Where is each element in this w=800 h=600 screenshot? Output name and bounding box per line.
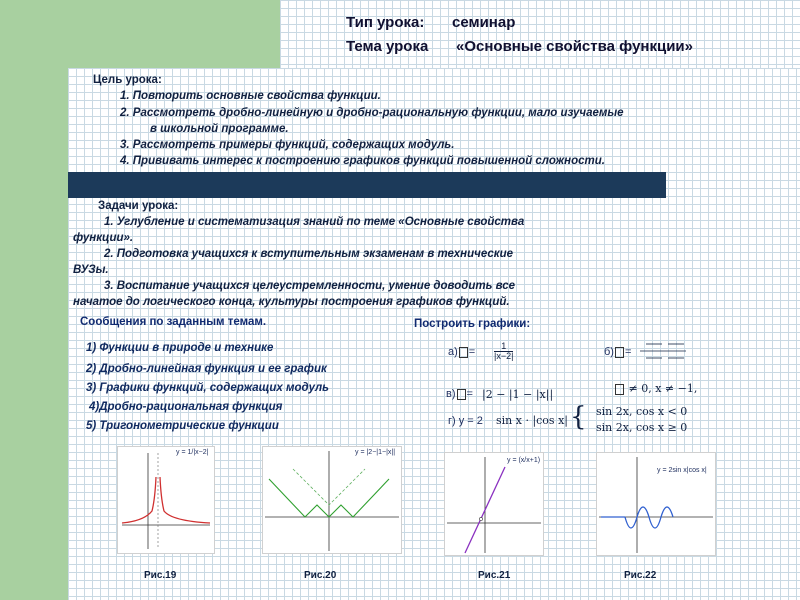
figure-20: [262, 446, 402, 554]
message-item: 2) Дробно-линейная функция и ее график: [86, 363, 327, 375]
curve: [122, 477, 210, 523]
piece-2: sin 2x, cos x ≥ 0: [596, 421, 688, 434]
topic-label: Тема урока: [346, 38, 429, 55]
goal-heading: Цель урока:: [93, 74, 162, 86]
goal-item: 3. Рассмотреть примеры функций, содержащих модуль.: [120, 139, 455, 151]
task-b-label: б): [604, 346, 614, 358]
topic-value: «Основные свойства функции»: [456, 38, 693, 55]
task-a-numerator: 1: [494, 342, 513, 352]
left-decor-band: [0, 0, 68, 600]
task-v-label: в): [446, 388, 456, 400]
figure-19-plot: [118, 447, 214, 553]
divider-bar: [68, 172, 666, 198]
task-v-formula: |2 − |1 − |x||: [482, 388, 554, 401]
grid-paper-top: [280, 0, 800, 68]
missing-glyph-icon: [615, 384, 624, 395]
tasks-line: 1. Углубление и систематизация знаний по теме «Основные свойства: [104, 216, 525, 228]
figure-21: [444, 452, 544, 556]
figure-20-formula: y = |2−|1−|x||: [355, 449, 396, 456]
task-a-label: а): [448, 346, 458, 358]
figure-21-caption: Рис.21: [478, 570, 511, 581]
curve: [625, 507, 673, 528]
goal-item: в школьной программе.: [150, 123, 289, 135]
message-item: 5) Тригонометрические функции: [86, 420, 279, 432]
messages-heading: Сообщения по заданным темам.: [80, 316, 267, 328]
missing-glyph-icon: [459, 347, 468, 358]
tasks-line: ВУЗы.: [73, 264, 109, 276]
figure-20-plot: [263, 447, 401, 553]
lesson-type-label: Тип урока:: [346, 14, 425, 31]
task-a: а) =: [448, 346, 476, 358]
figure-22-formula: y = 2sin x|cos x|: [657, 467, 707, 474]
figure-19: [117, 446, 215, 554]
goal-item: 4. Прививать интерес к построению графиков функций повышенной сложности.: [120, 155, 605, 167]
tasks-line: начатое до логического конца, культуры построения графиков функций.: [73, 296, 510, 308]
condition-text: ≠ 0, x ≠ −1,: [628, 382, 698, 395]
figure-19-formula: y = 1/|x−2|: [176, 449, 209, 456]
tasks-line: 2. Подготовка учащихся к вступительным экзаменам в технические: [104, 248, 514, 260]
piece-1: sin 2x, cos x < 0: [596, 405, 688, 418]
task-a-denominator: |x−2|: [494, 351, 514, 361]
task-b: б) =: [604, 346, 632, 358]
figure-19-caption: Рис.19: [144, 570, 177, 581]
missing-glyph-icon: [457, 389, 466, 400]
figure-22: [596, 452, 716, 556]
task-a-fraction: [494, 342, 513, 361]
figure-21-plot: [445, 453, 543, 555]
message-item: 1) Функции в природе и технике: [86, 342, 274, 354]
message-item: 4)Дробно-рациональная функция: [89, 401, 283, 413]
figure-20-caption: Рис.20: [304, 570, 337, 581]
message-item: 3) Графики функций, содержащих модуль: [86, 382, 329, 394]
missing-glyph-icon: [615, 347, 624, 358]
hole-point: [479, 517, 482, 520]
task-b-fraction: [638, 336, 688, 368]
figure-22-caption: Рис.22: [624, 570, 657, 581]
piecewise-brace: {: [570, 402, 587, 432]
task-g-label: г) y = 2: [448, 415, 483, 427]
task-v: в) =: [446, 388, 473, 400]
tasks-heading: Задачи урока:: [98, 200, 179, 212]
figure-21-formula: y = (x/x+1): [507, 457, 541, 464]
graphs-heading: Построить графики:: [414, 318, 531, 330]
goal-item: 1. Повторить основные свойства функции.: [120, 90, 381, 102]
task-g-formula: sin x · |cos x|: [496, 414, 568, 427]
tasks-line: функции».: [73, 232, 134, 244]
goal-item: 2. Рассмотреть дробно-линейную и дробно-рациональную функции, мало изучаемые: [120, 107, 624, 119]
lesson-type-value: семинар: [452, 14, 516, 31]
top-decor-block: [68, 0, 280, 68]
task-b-condition: [614, 382, 697, 395]
tasks-line: 3. Воспитание учащихся целеустремленности, умение доводить все: [104, 280, 516, 292]
